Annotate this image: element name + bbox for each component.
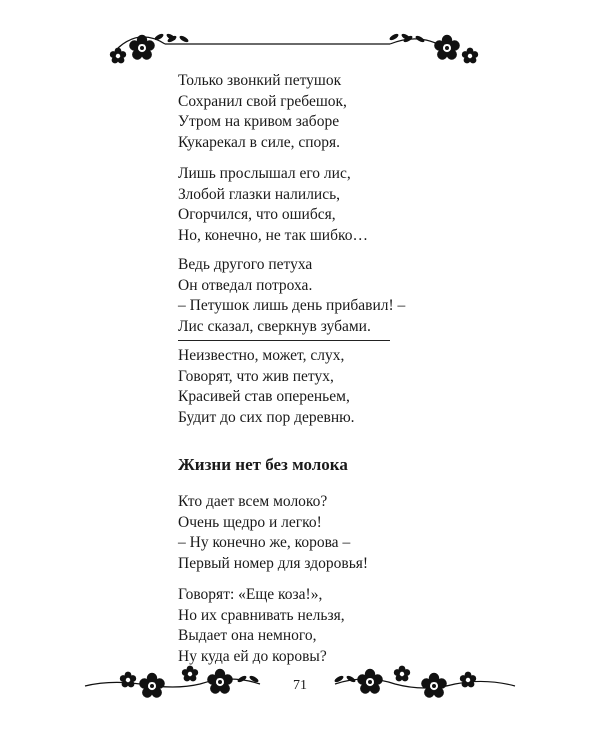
stanza [178, 255, 405, 337]
poem-line: Говорят: «Еще коза!», [178, 586, 323, 603]
poem-line: Он отведал потроха. [178, 276, 313, 294]
poem-line: Злобой глазки налились, [178, 185, 341, 203]
poem-line: Будит до сих пор деревню. [178, 408, 355, 426]
poem-line: Утром на кривом заборе [178, 113, 340, 130]
stanza [178, 492, 368, 574]
poem-line: Кто дает всем молоко? [178, 493, 328, 510]
poem-line: Но их сравнивать нельзя, [178, 606, 345, 624]
poem-line: Огорчился, что ошибся, [178, 206, 336, 223]
poem-line: Сохранил свой гребешок, [178, 92, 347, 110]
poem-line: – Петушок лишь день прибавил! – [178, 297, 406, 314]
poem-line: Первый номер для здоровья! [178, 554, 369, 572]
poem-line: Кукарекал в силе, споря. [178, 133, 341, 151]
poem-line: Лис сказал, сверкнув зубами. [178, 317, 371, 335]
poem-title: Жизни нет без молока [178, 455, 348, 474]
flower-icon [110, 48, 126, 64]
stanza [178, 346, 355, 428]
poem-line: Только звонкий петушок [178, 72, 342, 89]
poem-line: Ведь другого петуха [178, 256, 313, 273]
poem-line: Неизвестно, может, слух, [178, 347, 345, 364]
poem-line: Очень щедро и легко! [178, 513, 322, 531]
flower-icon [462, 48, 478, 64]
stanza [178, 71, 347, 153]
stanza [178, 164, 368, 246]
top-floral-ornament [0, 18, 600, 78]
page-number: 71 [293, 678, 307, 693]
poem-line: Но, конечно, не так шибко… [178, 226, 368, 244]
poem-line: – Ну конечно же, корова – [178, 534, 351, 551]
poem-line: Говорят, что жив петух, [178, 367, 334, 385]
stanza-divider [178, 340, 390, 341]
poem-line: Выдает она немного, [178, 627, 317, 644]
poem-line: Ну куда ей до коровы? [178, 647, 327, 665]
flower-icon [434, 35, 460, 60]
stanza [178, 585, 345, 667]
poem-line: Лишь прослышал его лис, [178, 165, 351, 182]
poem-line: Красивей став опереньем, [178, 388, 350, 405]
